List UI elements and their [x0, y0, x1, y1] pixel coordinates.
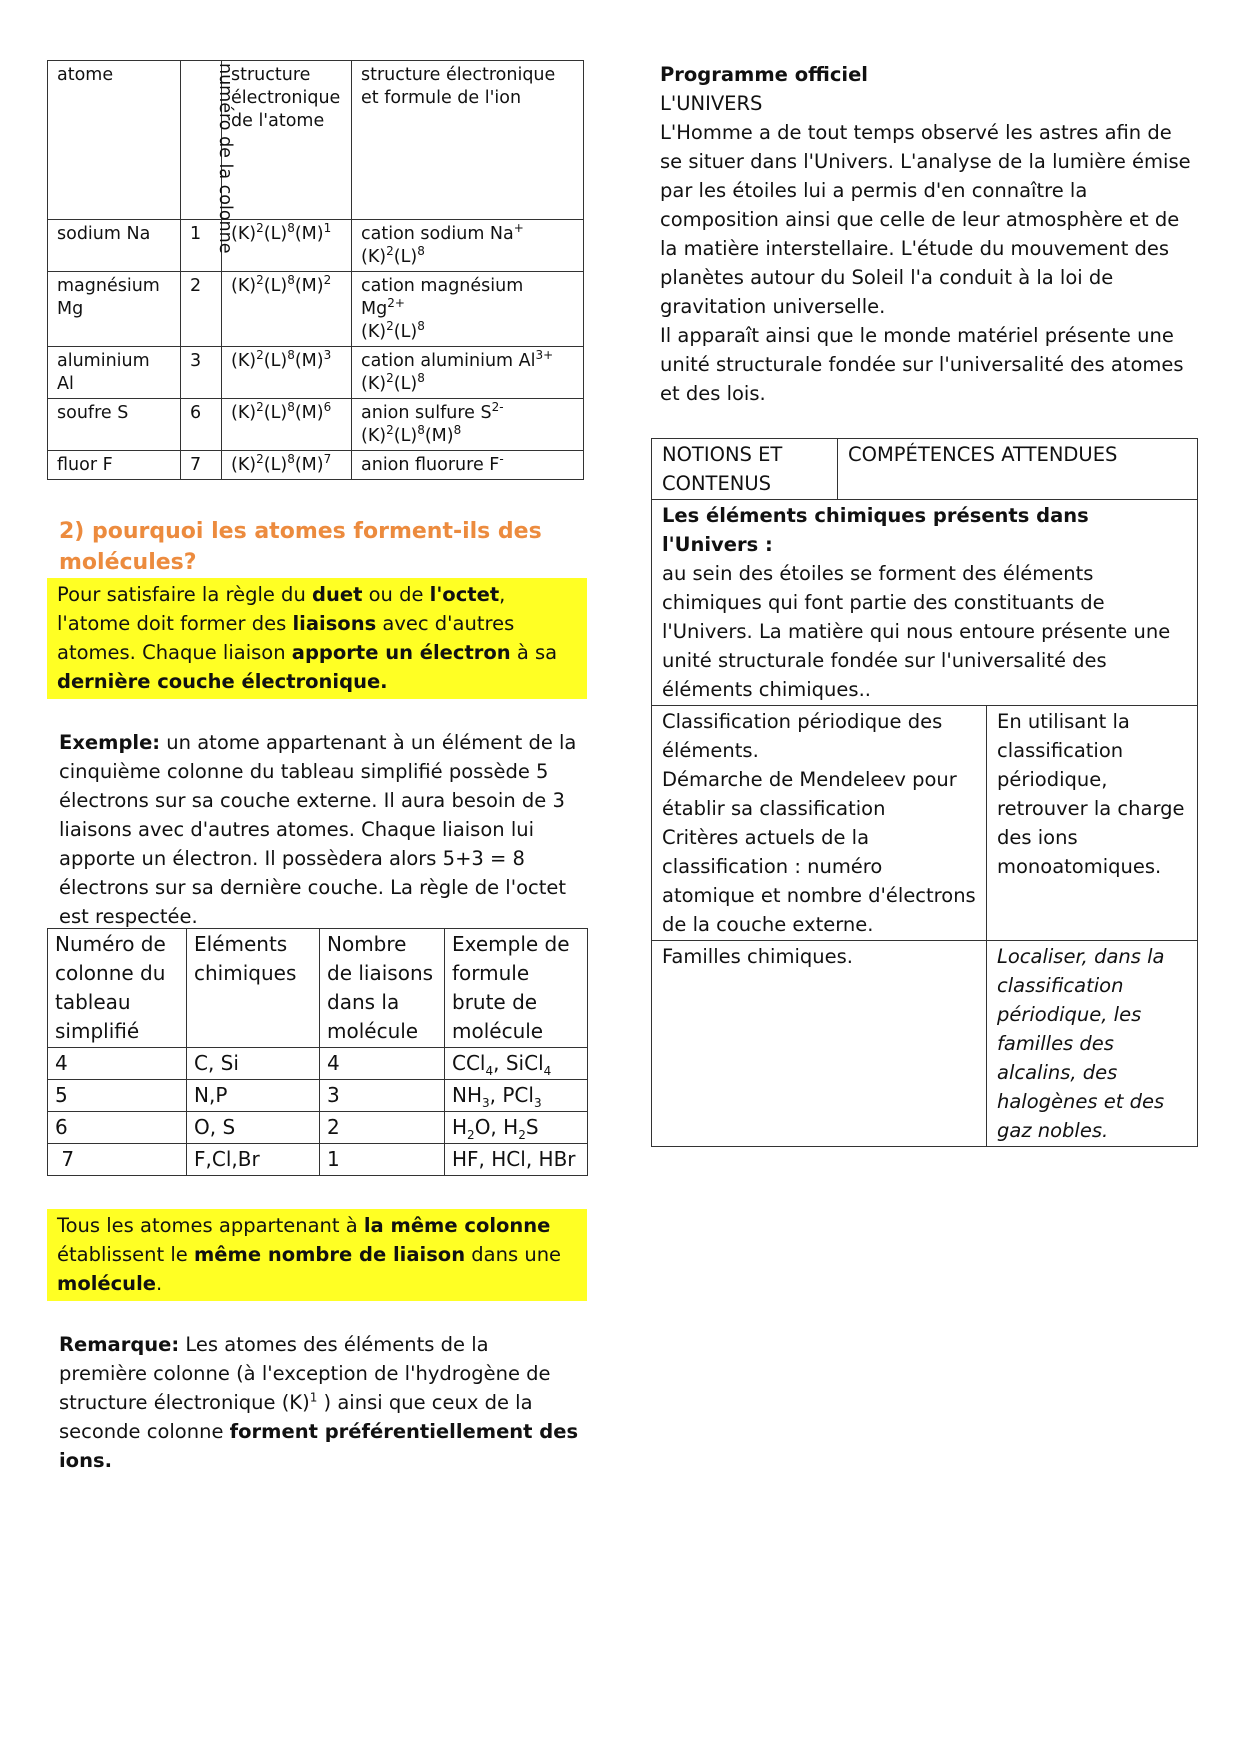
cell-column: 6 — [181, 399, 222, 451]
header-formula: Exemple de formule brute de molécule — [445, 929, 588, 1048]
table-header-row — [48, 61, 584, 220]
cell-column: 3 — [181, 347, 222, 399]
table-header-row — [652, 439, 1198, 500]
notions-table — [651, 438, 1198, 1147]
header-atom: atome — [48, 61, 181, 220]
header-structure-atom: structure électronique de l'atome — [222, 61, 352, 220]
header-bonds: Nombre de liaisons dans la molécule — [320, 929, 445, 1048]
cell-ion: cation aluminium $Al^{3+}$ $(K)^2(L)^8$ — [352, 347, 584, 399]
cell-elements: F,Cl,Br — [187, 1144, 320, 1176]
cell-atom: magnésium Mg — [48, 272, 181, 347]
cell-structure: $(K)^2(L)^8(M)^2$ — [222, 272, 352, 347]
table-row — [48, 272, 584, 347]
table-row — [48, 451, 584, 480]
header-elements: Eléments chimiques — [187, 929, 320, 1048]
cell-column: 1 — [181, 220, 222, 272]
cell-ion: cation sodium Na+ $(K)^2(L)^8$ — [352, 220, 584, 272]
header-structure-ion: structure électronique et formule de l'ion — [352, 61, 584, 220]
cell-formula: $NH_3$, PCl$_3$ — [445, 1080, 588, 1112]
cell-ion: anion fluorure F- — [352, 451, 584, 480]
cell-atom: sodium Na — [48, 220, 181, 272]
cell-ion: anion sulfure $S^{2-}$ $(K)^2(L)^8(M)^8$ — [352, 399, 584, 451]
atoms-table — [47, 60, 584, 480]
elements-cell: Les éléments chimiques présents dans l'Univers : au sein des étoiles se forment des éléments chimiques qui font partie des constituants de l'Univers. La matière qui nous entoure présente une unité structurale fondée sur l'universalité des éléments chimiques.. — [652, 500, 1198, 706]
example-paragraph: Exemple: un atome appartenant à un élément de la cinquième colonne du tableau simplifié possède 5 électrons sur sa couche externe. Il aura besoin de 3 liaisons avec d'autres atomes. Chaque liaison lui apporte un électron. Il possèdera alors 5+3 = 8 électrons sur sa dernière couche. La règle de l'octet est respectée. — [59, 731, 577, 928]
header-column: numéro de la colonne — [181, 61, 222, 220]
table-row — [48, 399, 584, 451]
section-heading: 2) pourquoi les atomes forment-ils des molécules? — [59, 519, 542, 575]
header-column-number: Numéro de colonne du tableau simplifié — [48, 929, 187, 1048]
cell-col: 4 — [48, 1048, 187, 1080]
cell-bonds: 4 — [320, 1048, 445, 1080]
cell-bonds: 2 — [320, 1112, 445, 1144]
cell-bonds: 3 — [320, 1080, 445, 1112]
table-row — [48, 1144, 588, 1176]
cell-col: 5 — [48, 1080, 187, 1112]
programme-subtitle: L'UNIVERS — [660, 92, 763, 115]
table-row — [652, 706, 1198, 941]
header-notions: NOTIONS ET CONTENUS — [652, 439, 838, 500]
cell-atom: aluminium Al — [48, 347, 181, 399]
cell-atom: soufre S — [48, 399, 181, 451]
programme-text-2: Il apparaît ainsi que le monde matériel présente une unité structurale fondée sur l'universalité des atomes et des lois. — [660, 324, 1184, 405]
cell-elements: O, S — [187, 1112, 320, 1144]
table-row — [48, 1048, 588, 1080]
programme-title: Programme officiel — [660, 63, 868, 86]
cell-formula: HF, HCl, HBr — [445, 1144, 588, 1176]
table-row — [48, 347, 584, 399]
table-row — [48, 220, 584, 272]
cell-ion: cation magnésium $Mg^{2+}$ $(K)^2(L)^8$ — [352, 272, 584, 347]
cell-notions: Classification périodique des éléments. Démarche de Mendeleev pour établir sa classification Critères actuels de la classification : numéro atomique et nombre d'électrons de la couche externe. — [652, 706, 987, 941]
cell-competences: Localiser, dans la classification périodique, les familles des alcalins, des halogènes et des gaz nobles. — [987, 941, 1198, 1147]
right-column — [660, 60, 1200, 408]
left-column — [47, 60, 587, 1475]
bonds-table — [47, 928, 588, 1176]
programme-text: L'Homme a de tout temps observé les astres afin de se situer dans l'Univers. L'analyse de la lumière émise par les étoiles lui a permis d'en connaître la composition ainsi que celle de leur atmosphère et de la matière interstellaire. L'étude du mouvement des planètes autour du Soleil l'a conduit à la loi de gravitation universelle. — [660, 121, 1191, 318]
cell-col: 7 — [48, 1144, 187, 1176]
header-competences: COMPÉTENCES ATTENDUES — [838, 439, 1198, 500]
cell-atom: fluor F — [48, 451, 181, 480]
table-header-row — [48, 929, 588, 1048]
table-row — [652, 500, 1198, 706]
cell-formula: $H_2O$, $H_2S$ — [445, 1112, 588, 1144]
cell-column: 2 — [181, 272, 222, 347]
remark-paragraph: Remarque: Les atomes des éléments de la première colonne (à l'exception de l'hydrogène de structure électronique $(K)^1$ ) ainsi que ceux de la seconde colonne forment préférentiellement des ions. — [59, 1333, 579, 1472]
cell-elements: C, Si — [187, 1048, 320, 1080]
cell-formula: CCl$_4$, SiCl$_4$ — [445, 1048, 588, 1080]
cell-structure: $(K)^2(L)^8(M)^6$ — [222, 399, 352, 451]
cell-competences: En utilisant la classification périodique, retrouver la charge des ions monoatomiques. — [987, 706, 1198, 941]
table-row — [48, 1080, 588, 1112]
cell-col: 6 — [48, 1112, 187, 1144]
cell-structure: $(K)^2(L)^8(M)^1$ — [222, 220, 352, 272]
cell-elements: N,P — [187, 1080, 320, 1112]
table-row — [652, 941, 1198, 1147]
programme-block — [660, 60, 1200, 408]
cell-structure: $(K)^2(L)^8(M)^3$ — [222, 347, 352, 399]
highlight-box-octet: Pour satisfaire la règle du duet ou de l'octet, l'atome doit former des liaisons avec d'autres atomes. Chaque liaison apporte un électron à sa dernière couche électronique. — [47, 578, 587, 699]
cell-structure: $(K)^2(L)^8(M)^7$ — [222, 451, 352, 480]
cell-notions: Familles chimiques. — [652, 941, 987, 1147]
highlight-box-column: Tous les atomes appartenant à la même colonne établissent le même nombre de liaison dans une molécule. — [47, 1209, 587, 1301]
table-row — [48, 1112, 588, 1144]
cell-bonds: 1 — [320, 1144, 445, 1176]
cell-column: 7 — [181, 451, 222, 480]
